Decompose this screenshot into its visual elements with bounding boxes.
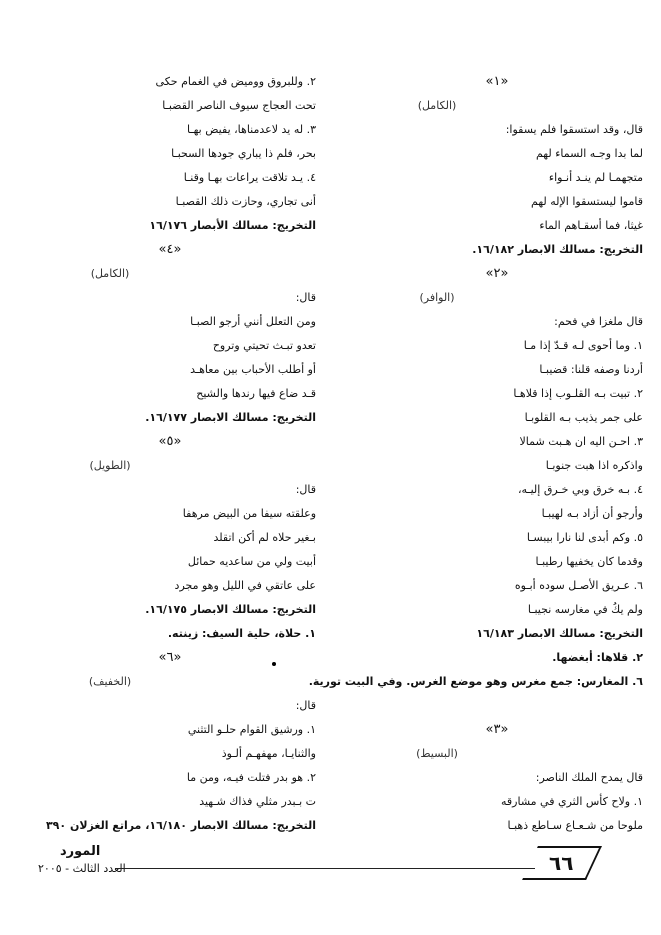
ink-dot — [272, 662, 276, 666]
right-column-line-line: ١. وما أحوى لـه قـدّ إذا مـا — [523, 339, 643, 352]
left-column-fill-line: بحر، فلم ذا يباري جودها السحبـا — [171, 147, 316, 160]
left-column-line-line: ٢. هو بدر فتلت فيـه، ومن ما — [186, 771, 316, 784]
left-column-bold-line: ١. حلاة، حلية السيف: زينته. — [167, 627, 316, 640]
meter-label: (الخفيف) — [88, 675, 132, 688]
right-column-orn-line: «٢» — [485, 266, 509, 281]
right-column-line-line: ٦. عـريق الأصـل سوده أبـوه — [514, 579, 643, 592]
right-column-fill-line: ملوحا من شـعـاع سـاطع ذهبـا — [507, 819, 643, 832]
right-column-src-line: التخريج: مسالك الابصار ١٦/١٨٢. — [472, 243, 643, 256]
right-column-line-line: ٣. احـن اليه ان هـبت شمالا — [519, 435, 643, 448]
right-column-line-line: قال، وقد استسقوا فلم يسقوا: — [505, 123, 643, 136]
right-column-fill-line: متجهمـا لم ينـد أنـواء — [548, 171, 643, 184]
right-column-fill-line: على جمر يذيب بـه القلوبـا — [524, 411, 643, 424]
magazine-title: المورد — [60, 844, 101, 859]
right-column-line-line: ٥. وكم أبدى لنا نارا بيبسـا — [526, 531, 643, 544]
page-number: ٦٦ — [548, 851, 574, 875]
meter-label: (الوافر) — [419, 291, 455, 304]
left-column-line-line: ٣. له يد لاعدمناها، يفيض بهـا — [187, 123, 316, 136]
left-column-src-line: التخريج: مسالك الابصار ١٦/١٧٧. — [145, 411, 316, 424]
right-column-line-line: ١. ولاح كأس الثري في مشارقه — [501, 795, 643, 808]
meter-label: (البسيط) — [416, 747, 458, 760]
left-column-fill-line: أنى تجاري، وحازت ذلك القصبـا — [175, 195, 316, 208]
left-column-line-line: ٤. يـد تلاقت يراعات بهـا وقنـا — [183, 171, 316, 184]
left-column-orn-line: «٦» — [158, 650, 182, 665]
left-column-src-line: التخريج: مسالك الابصار ١٦/١٨٠، مراتع الغزلان ٣٩٠ — [45, 819, 316, 832]
right-column-line-line: ٤. بـه خرق وبي خـرق إليـه، — [517, 483, 643, 496]
left-column-line-line: قال: — [295, 699, 316, 712]
right-column-fill-line: أردنا وصفه قلنا: قضيبـا — [539, 363, 643, 376]
right-column-fill-line: ولم يكُ في مغارسه نجيبـا — [527, 603, 643, 616]
left-column-line-line: ٢. وللبروق ووميض في الغمام حكى — [155, 75, 316, 88]
right-column-meter-line — [351, 286, 643, 310]
left-column-line-line: ومن التعلل أنني أرجو الصبـا — [190, 315, 316, 328]
left-column-src-line: التخريج: مسالك الأبصار ١٦/١٧٦ — [149, 219, 316, 232]
right-column-orn-line: «١» — [485, 74, 509, 89]
issue-label: العدد الثالث - ٢٠٠٥ — [38, 862, 126, 875]
left-column-line-line: قال: — [295, 291, 316, 304]
left-column-meter-line — [24, 454, 316, 478]
left-column-line-line: ١. ورشيق القوام حلـو التثني — [187, 723, 316, 736]
left-column-fill-line: تعدو تبـث تحيتي وتروح — [212, 339, 316, 352]
right-column-line-line: قال يمدح الملك الناصر: — [535, 771, 643, 784]
right-column-line-line: قال ملغزا في فحم: — [554, 315, 643, 328]
right-column-line-line: ٢. تبيت بـه القلـوب إذا قلاهـا — [513, 387, 643, 400]
right-column-fill-line: وقدما كان يخفيها رطيبـا — [535, 555, 643, 568]
right-column-meter-line — [351, 742, 643, 766]
left-column-src-line: التخريج: مسالك الابصار ١٦/١٧٥. — [145, 603, 316, 616]
left-column-fill-line: بـغير حلاه لم أكن اتقلد — [213, 531, 316, 544]
page-footer — [20, 838, 580, 888]
right-column-src-line: التخريج: مسالك الابصار ١٦/١٨٣ — [476, 627, 643, 640]
right-column-line-line: لما بدا وجـه السماء لهم — [535, 147, 643, 160]
right-column-line-line: قاموا ليستسقوا الإله لهم — [531, 195, 643, 208]
right-column-line-line — [351, 694, 643, 718]
right-column-fill-line: وأرجو أن أزاد بـه لهيبـا — [541, 507, 643, 520]
left-column-fill-line: تحت العجاج سيوف الناصر القضبـا — [162, 99, 316, 112]
meter-label: (الطويل) — [89, 459, 131, 472]
right-column-bold-line: ٦. المغارس: جمع مغرس وهو موضع الغرس. وفي البيت تورية. — [308, 675, 643, 688]
right-column-fill-line: غيثا، فما أسقـاهم الماء — [539, 219, 643, 232]
left-column-fill-line: قـد ضاع فيها رندها والشيح — [196, 387, 316, 400]
right-column-fill-line: واذكره اذا هبت جنوبـا — [545, 459, 643, 472]
left-column-orn-line: «٤» — [158, 242, 182, 257]
footer-rule — [115, 868, 535, 869]
left-column-meter-line — [24, 670, 316, 694]
left-column-line-line: أو أطلب الأحباب بين معاهـد — [190, 363, 316, 376]
left-column-meter-line — [24, 262, 316, 286]
right-column-orn-line: «٣» — [485, 722, 509, 737]
left-column-line-line: أبيت ولي من ساعديه حمائل — [187, 555, 316, 568]
left-column-fill-line: والثنايـا، مهفهـم ألـوذ — [221, 747, 316, 760]
meter-label: (الكامل) — [90, 267, 130, 280]
left-column-fill-line: على عاتقي في الليل وهو مجرد — [174, 579, 316, 592]
left-column — [24, 70, 316, 838]
left-column-orn-line: «٥» — [158, 434, 182, 449]
right-column-bold-line: ٢. قلاها: أبغضها. — [552, 651, 643, 664]
meter-label: (الكامل) — [417, 99, 457, 112]
left-column-fill-line: ت بـبدر مثلي فذاك شـهيد — [199, 795, 316, 808]
right-column — [308, 70, 643, 838]
left-column-line-line: قال: — [295, 483, 316, 496]
left-column-line-line: وعلقته سيفا من البيض مرهفا — [182, 507, 316, 520]
right-column-meter-line — [351, 94, 643, 118]
